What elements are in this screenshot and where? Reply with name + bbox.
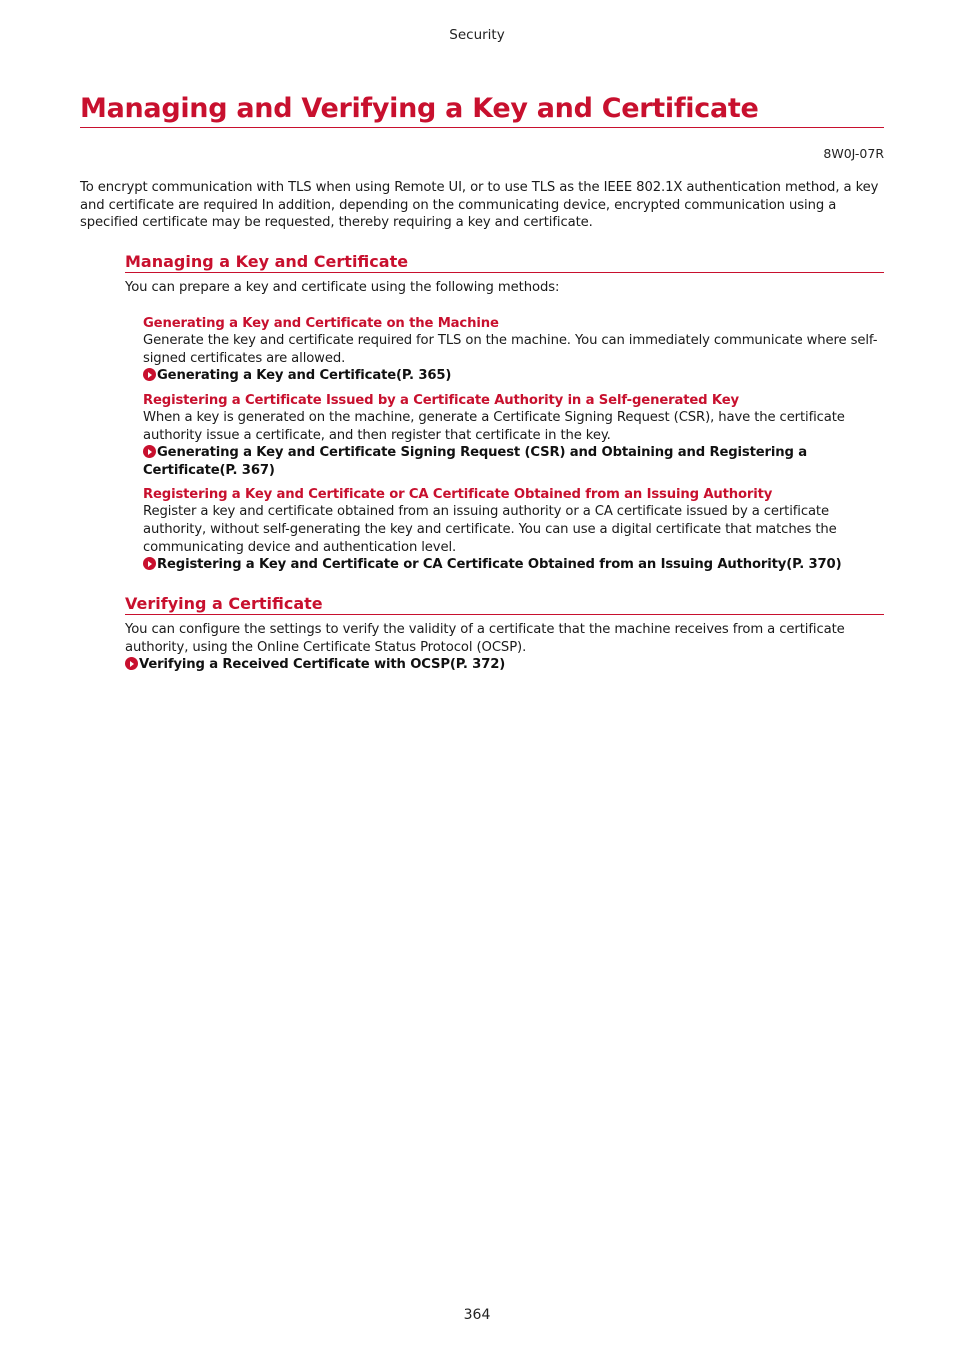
- section-heading-verifying: Verifying a Certificate: [125, 594, 884, 615]
- link-text: Registering a Key and Certificate or CA Certificate Obtained from an Issuing Authority(P. 370): [157, 557, 842, 573]
- arrow-circle-right-icon: [125, 657, 138, 670]
- intro-paragraph: To encrypt communication with TLS when using Remote UI, or to use TLS as the IEEE 802.1X authentication method, a key and certificate are required In addition, depending on the communicating device, encrypted communication using a specified certificate may be requested, thereby requiring a key and certificate.: [80, 180, 879, 231]
- method-title: Registering a Certificate Issued by a Certificate Authority in a Self-generated Key: [143, 392, 739, 408]
- link-generating-key[interactable]: [143, 367, 884, 384]
- method-description: Register a key and certificate obtained from an issuing authority or a CA certificate issued by a certificate authority, without self-generating the key and certificate. You can use a digital certificate that matches the communicating device and authentication level.: [143, 504, 837, 555]
- arrow-circle-right-icon: [143, 368, 156, 381]
- document-code: 8W0J-07R: [823, 146, 884, 161]
- method-description: When a key is generated on the machine, generate a Certificate Signing Request (CSR), have the certificate authority issue a certificate, and then register that certificate in the key.: [143, 410, 845, 443]
- running-header: Security: [449, 27, 505, 43]
- link-text: Generating a Key and Certificate Signing Request (CSR) and Obtaining and Registering a Certificate(P. 367): [143, 445, 807, 478]
- link-registering-key[interactable]: [143, 556, 884, 573]
- method-title: Generating a Key and Certificate on the Machine: [143, 315, 499, 331]
- section-heading-managing: Managing a Key and Certificate: [125, 252, 884, 273]
- section-managing: [125, 252, 884, 573]
- method-item-generate: [143, 315, 884, 385]
- section-description-verifying: You can configure the settings to verify the validity of a certificate that the machine receives from a certificate authority, using the Online Certificate Status Protocol (OCSP).: [125, 622, 845, 655]
- link-text: Generating a Key and Certificate(P. 365): [157, 368, 452, 384]
- page-title: Managing and Verifying a Key and Certificate: [80, 93, 884, 128]
- link-generating-csr[interactable]: [143, 444, 884, 478]
- link-text: Verifying a Received Certificate with OCSP(P. 372): [139, 657, 506, 673]
- method-item-csr: [143, 392, 884, 479]
- page-number: 364: [463, 1307, 491, 1323]
- section-description-managing: You can prepare a key and certificate using the following methods:: [125, 280, 560, 295]
- method-description: Generate the key and certificate required for TLS on the machine. You can immediately communicate where self-signed certificates are allowed.: [143, 333, 878, 366]
- link-verifying-ocsp[interactable]: [125, 656, 884, 673]
- method-item-register: [143, 486, 884, 574]
- section-verifying: [125, 594, 884, 673]
- arrow-circle-right-icon: [143, 557, 156, 570]
- arrow-circle-right-icon: [143, 445, 156, 458]
- method-title: Registering a Key and Certificate or CA Certificate Obtained from an Issuing Authority: [143, 486, 773, 502]
